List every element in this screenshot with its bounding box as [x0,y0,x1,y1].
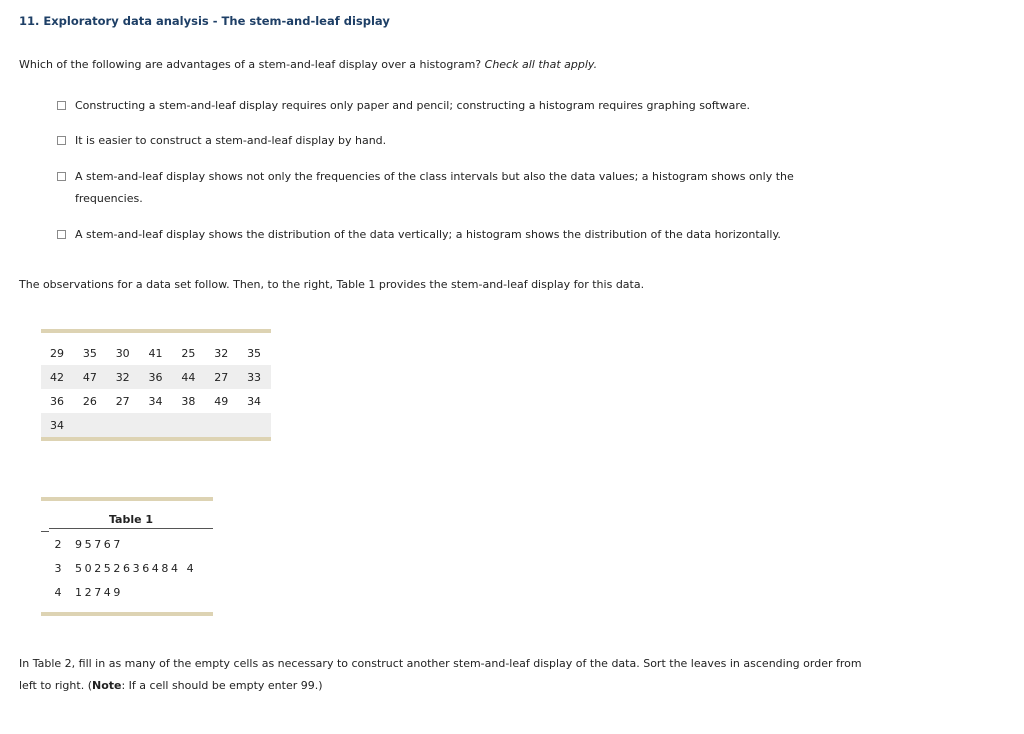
table-row [41,365,271,389]
obs-cell: 27 [115,394,130,408]
observations-table [41,329,271,441]
instruction-part-2: : If a cell should be empty enter 99.) [121,679,323,692]
obs-cell: 36 [50,394,64,408]
obs-cell: 47 [74,365,107,389]
table-row [41,413,271,437]
table-row [41,389,271,413]
option-2[interactable] [57,130,837,152]
obs-cell: 30 [115,346,130,360]
table-row [41,532,196,556]
stem-cell: 2 [54,537,62,551]
stem-cell: 3 [54,561,62,575]
obs-cell: 41 [148,346,163,360]
obs-cell: 34 [247,394,262,408]
obs-cell: 36 [140,365,173,389]
table-row [41,556,196,580]
obs-cell: 42 [41,365,74,389]
option-1-label[interactable]: Constructing a stem-and-leaf display requires only paper and pencil; constructing a histogram requires graphing software. [75,99,750,112]
obs-cell: 25 [181,346,196,360]
obs-cell: 34 [148,394,163,408]
stem-cell: 4 [54,585,62,599]
option-1-checkbox[interactable] [57,101,66,110]
obs-cell: 34 [41,413,74,437]
question-instruction: Check all that apply. [484,58,598,71]
option-4-checkbox[interactable] [57,230,66,239]
option-3-label[interactable]: A stem-and-leaf display shows not only the frequencies of the class intervals but also the data values; a histogram shows only the frequencies. [75,170,794,205]
table-1-caption: Table 1 [49,501,213,529]
obs-cell [74,413,107,437]
option-3-checkbox[interactable] [57,172,66,181]
page-title: 11. Exploratory data analysis - The stem-and-leaf display [19,14,390,28]
obs-cell [172,413,205,437]
leaf-cell: 12749 [75,585,123,599]
leaf-cell: 95767 [75,537,123,551]
question-body: Which of the following are advantages of a stem-and-leaf display over a histogram? [19,58,482,71]
table-1 [41,497,213,616]
obs-cell: 35 [82,346,97,360]
obs-cell: 32 [107,365,140,389]
obs-cell [140,413,173,437]
table-2-instruction [19,653,879,697]
obs-cell [205,413,238,437]
obs-cell: 32 [214,346,229,360]
option-4[interactable] [57,224,837,246]
obs-cell: 44 [172,365,205,389]
leaf-cell: 50252636484 4 [75,561,197,575]
obs-cell [107,413,140,437]
obs-cell: 29 [50,346,64,360]
observations-intro: The observations for a data set follow. Then, to the right, Table 1 provides the stem-and-leaf display for this data. [19,278,645,291]
question-text [19,58,597,71]
option-3[interactable] [57,166,837,210]
obs-cell: 26 [82,394,97,408]
obs-cell [238,413,271,437]
obs-cell: 27 [205,365,238,389]
option-2-checkbox[interactable] [57,136,66,145]
obs-cell: 35 [247,346,262,360]
obs-cell: 49 [214,394,229,408]
obs-cell: 38 [181,394,196,408]
option-4-label[interactable]: A stem-and-leaf display shows the distribution of the data vertically; a histogram shows the distribution of the data horizontally. [75,228,781,241]
option-2-label[interactable]: It is easier to construct a stem-and-leaf display by hand. [75,134,387,147]
table-row [41,341,271,365]
caption-rule [41,531,49,532]
option-1[interactable] [57,95,837,117]
instruction-part-1: In Table 2, fill in as many of the empty cells as necessary to construct another stem-and-leaf display of the data. Sort the leaves in ascending order from left to right. ( [19,657,862,692]
table-row [41,580,196,604]
obs-cell: 33 [238,365,271,389]
note-label: Note [91,679,122,692]
